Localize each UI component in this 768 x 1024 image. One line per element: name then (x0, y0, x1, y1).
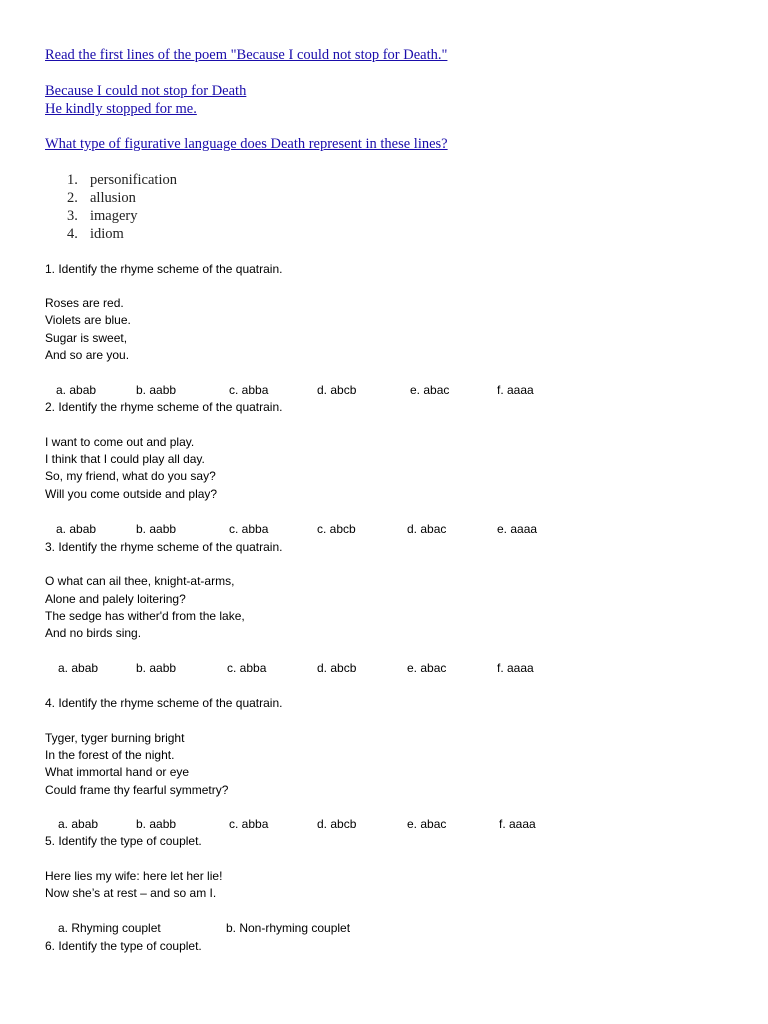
answer-choice: d. abac (407, 522, 447, 536)
poem-line: O what can ail thee, knight-at-arms, (45, 574, 235, 588)
answer-choice: c. abcb (317, 522, 356, 536)
poem-line: In the forest of the night. (45, 748, 175, 762)
poem-line: Will you come outside and play? (45, 487, 218, 501)
answer-choice: b. aabb (136, 383, 177, 397)
poem-line: The sedge has wither'd from the lake, (45, 609, 245, 623)
answer-choice: a. Rhyming couplet (58, 921, 161, 935)
poem-line-link[interactable]: Because I could not stop for Death (45, 83, 247, 99)
answer-choice: d. abcb (317, 661, 357, 675)
answer-choice: a. abab (58, 817, 99, 831)
poem-line: Tyger, tyger burning bright (45, 731, 185, 745)
list-item-number: 3. (67, 208, 78, 224)
question-6-prompt: 6. Identify the type of couplet. (45, 939, 202, 953)
answer-choice: b. aabb (136, 522, 177, 536)
option-item: imagery (90, 208, 138, 224)
poem-line: I think that I could play all day. (45, 452, 205, 466)
question-5-prompt: 5. Identify the type of couplet. (45, 834, 202, 848)
poem-line: Alone and palely loitering? (45, 592, 186, 606)
list-item-number: 2. (67, 190, 78, 206)
option-item: idiom (90, 226, 124, 242)
question-4-prompt: 4. Identify the rhyme scheme of the quatrain. (45, 696, 283, 710)
question-1-prompt: 1. Identify the rhyme scheme of the quatrain. (45, 262, 283, 276)
answer-choice: b. aabb (136, 817, 177, 831)
poem-line: Sugar is sweet, (45, 331, 128, 345)
poem-line: And no birds sing. (45, 626, 142, 640)
answer-choice: a. abab (56, 522, 97, 536)
answer-choice: f. aaaa (497, 661, 534, 675)
answer-choice: c. abba (229, 522, 269, 536)
answer-choice: a. abab (58, 661, 99, 675)
answer-choice: f. aaaa (499, 817, 536, 831)
option-item: personification (90, 172, 177, 188)
poem-line: And so are you. (45, 348, 130, 362)
answer-choice: f. aaaa (497, 383, 534, 397)
question-2-prompt: 2. Identify the rhyme scheme of the quatrain. (45, 400, 283, 414)
answer-choice: e. abac (407, 661, 447, 675)
question-3-prompt: 3. Identify the rhyme scheme of the quatrain. (45, 540, 283, 554)
answer-choice: e. abac (407, 817, 447, 831)
list-item-number: 4. (67, 226, 78, 242)
answer-choice: c. abba (229, 817, 269, 831)
answer-choice: d. abcb (317, 817, 357, 831)
poem-line: Here lies my wife: here let her lie! (45, 869, 223, 883)
answer-choice: c. abba (229, 383, 269, 397)
list-item-number: 1. (67, 172, 78, 188)
poem-line: Violets are blue. (45, 313, 131, 327)
answer-choice: d. abcb (317, 383, 357, 397)
poem-line: Now she’s at rest – and so am I. (45, 886, 217, 900)
answer-choice: e. abac (410, 383, 450, 397)
intro-question-link[interactable]: What type of figurative language does Death represent in these lines? (45, 136, 448, 152)
answer-choice: c. abba (227, 661, 267, 675)
poem-line-link[interactable]: He kindly stopped for me. (45, 101, 197, 117)
poem-line: What immortal hand or eye (45, 765, 190, 779)
poem-line: Could frame thy fearful symmetry? (45, 783, 229, 797)
poem-line: I want to come out and play. (45, 435, 195, 449)
answer-choice: b. Non-rhyming couplet (226, 921, 351, 935)
intro-prompt-link[interactable]: Read the first lines of the poem "Because I could not stop for Death." (45, 47, 448, 63)
option-item: allusion (90, 190, 136, 206)
poem-line: Roses are red. (45, 296, 124, 310)
answer-choice: e. aaaa (497, 522, 538, 536)
answer-choice: b. aabb (136, 661, 177, 675)
answer-choice: a. abab (56, 383, 97, 397)
poem-line: So, my friend, what do you say? (45, 469, 216, 483)
